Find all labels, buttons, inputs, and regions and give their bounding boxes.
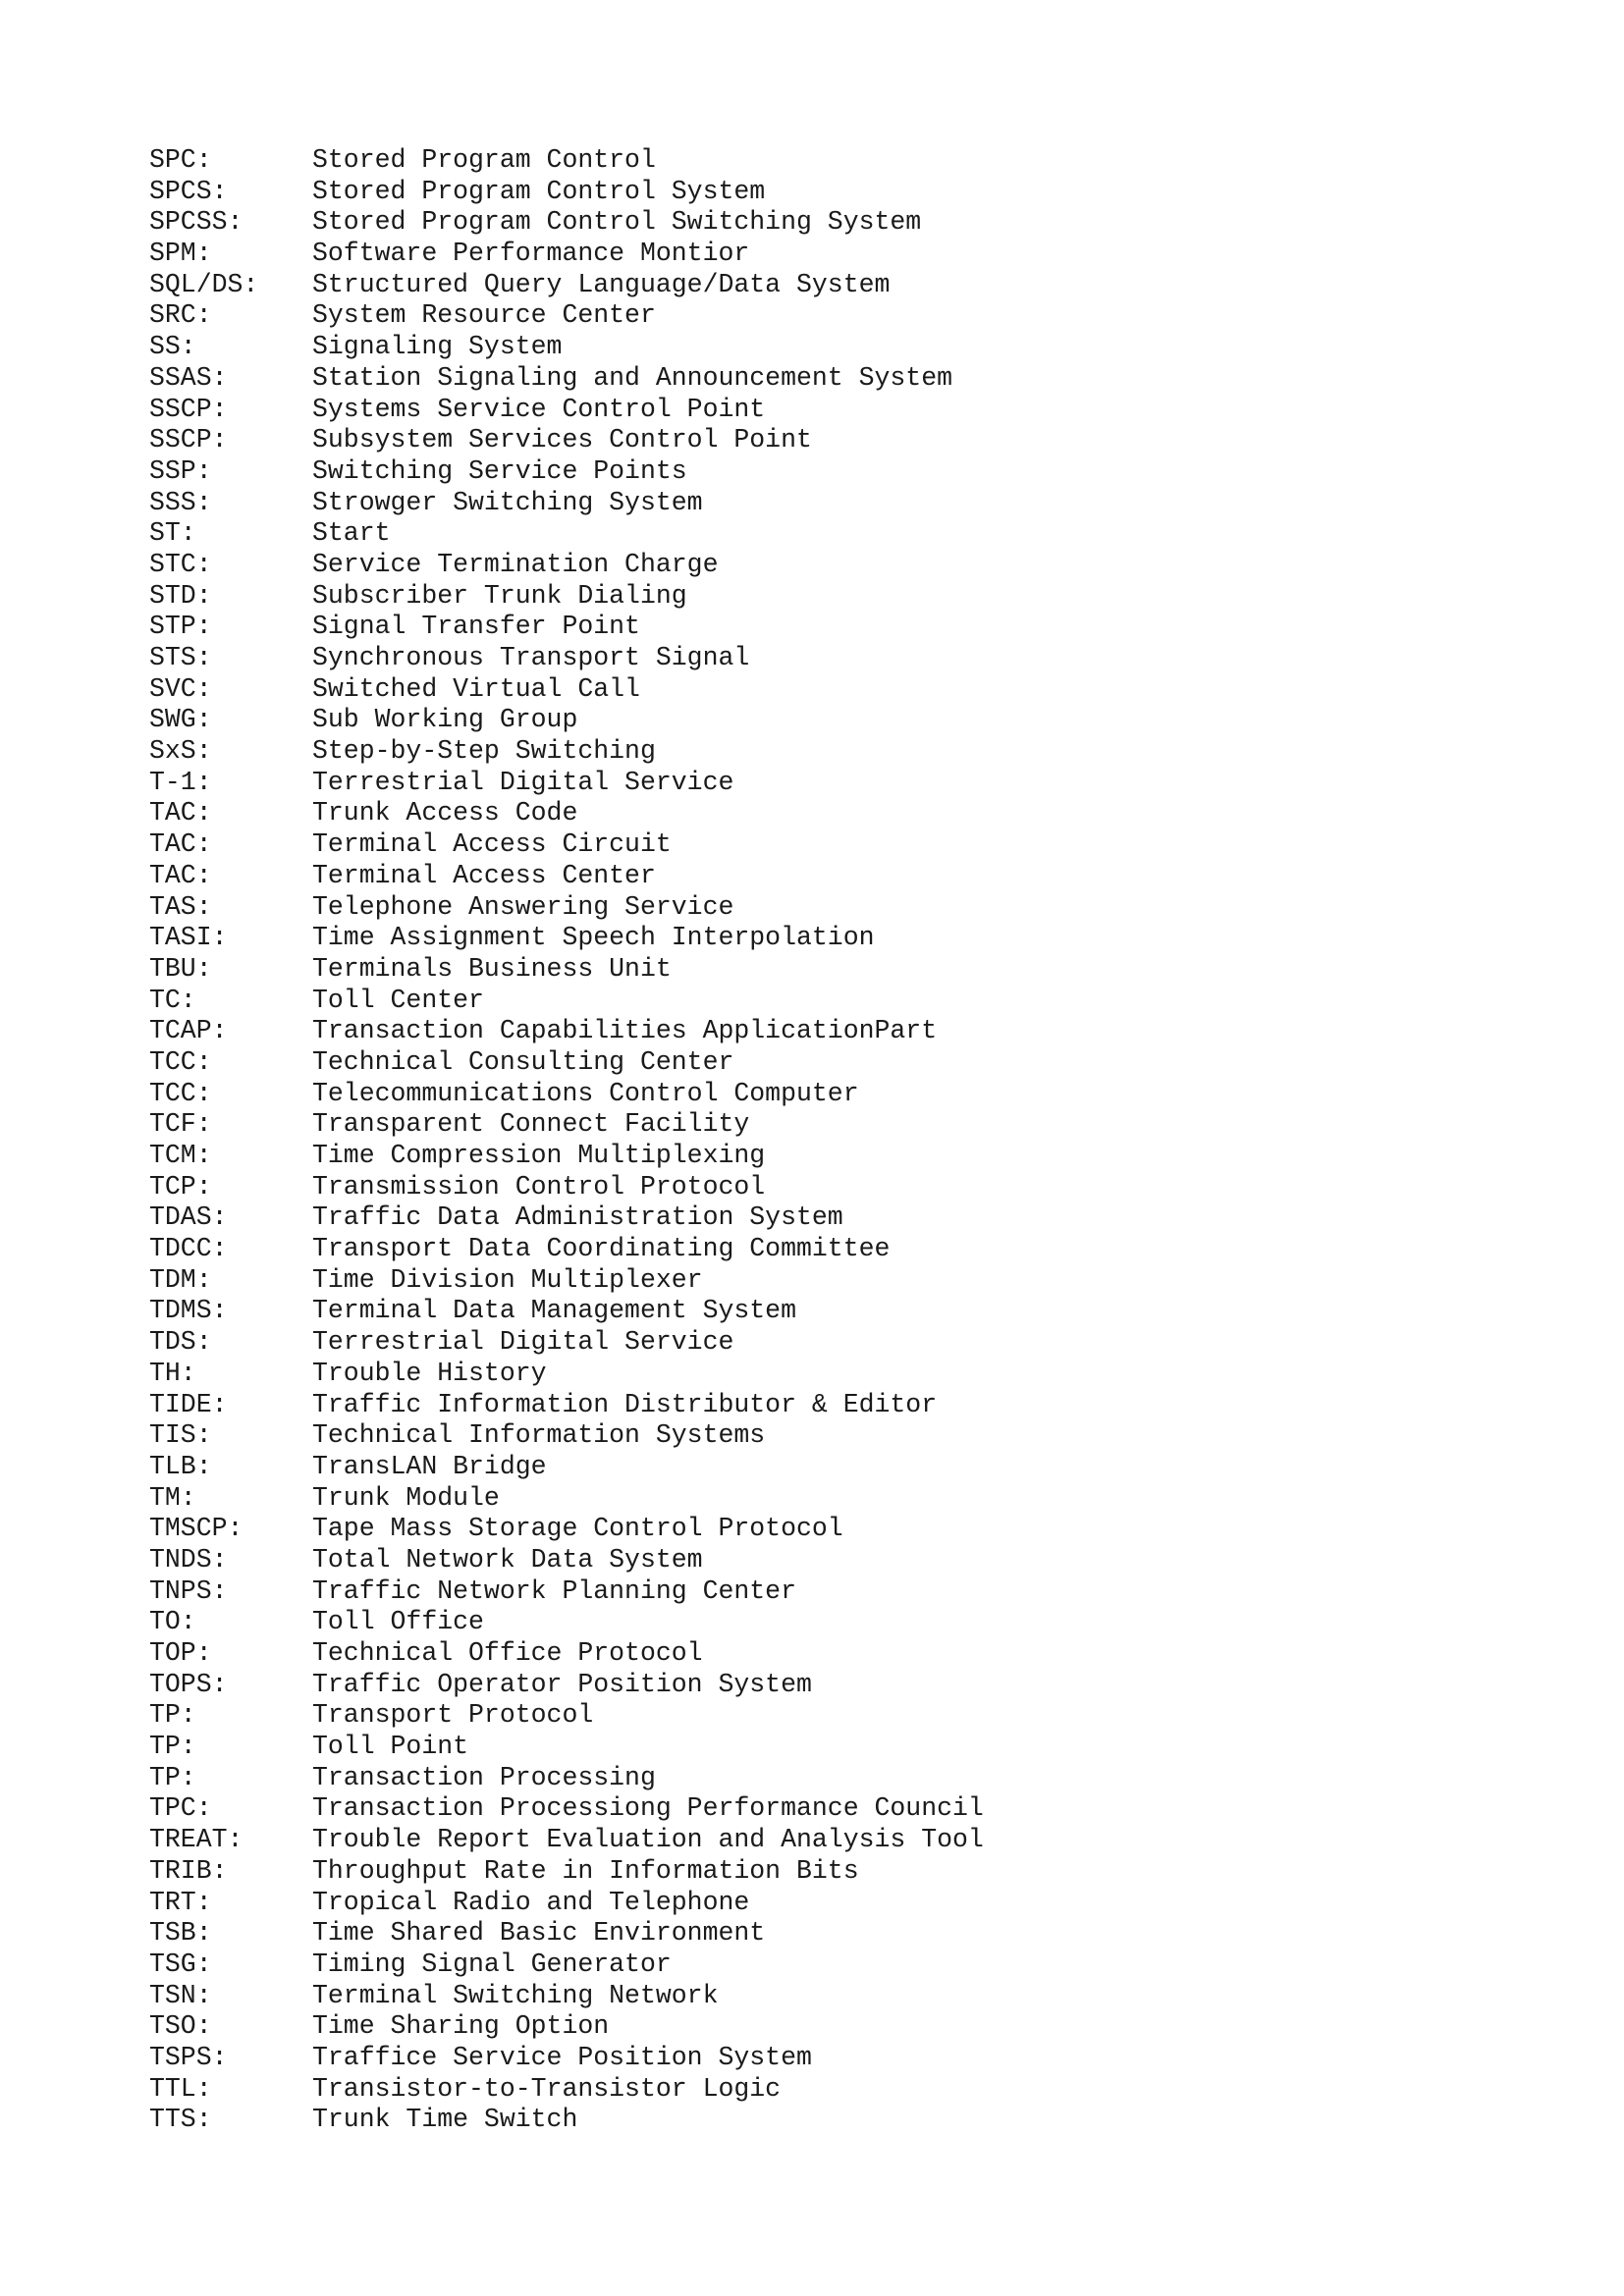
acronym-expansion: Sub Working Group xyxy=(312,705,578,735)
acronym-expansion: Step-by-Step Switching xyxy=(312,736,656,767)
glossary-entry xyxy=(149,1296,984,1327)
glossary-entry xyxy=(149,798,984,829)
acronym: SPCS: xyxy=(149,176,228,206)
acronym: TSG: xyxy=(149,1949,212,1979)
glossary-entry xyxy=(149,923,984,954)
glossary-entry xyxy=(149,829,984,861)
glossary-entry xyxy=(149,892,984,924)
glossary-entry xyxy=(149,1856,984,1888)
glossary-entry xyxy=(149,986,984,1017)
glossary-entry xyxy=(149,332,984,363)
acronym-expansion: Station Signaling and Announcement System xyxy=(312,362,953,393)
acronym: SWG: xyxy=(149,705,212,735)
glossary-entry xyxy=(149,2043,984,2074)
acronym: TSN: xyxy=(149,1980,212,2010)
acronym: TOPS: xyxy=(149,1669,228,1699)
acronym: TLB: xyxy=(149,1451,212,1481)
acronym: SPCSS: xyxy=(149,207,244,238)
acronym-expansion: Terrestrial Digital Service xyxy=(312,767,734,797)
acronym-expansion: Toll Center xyxy=(312,985,484,1015)
acronym-expansion: Trunk Access Code xyxy=(312,798,578,828)
glossary-entry xyxy=(149,1700,984,1732)
acronym: TTL: xyxy=(149,2073,212,2104)
glossary-entry xyxy=(149,1981,984,2012)
acronym-expansion: Switched Virtual Call xyxy=(312,673,640,704)
acronym-expansion: Time Compression Multiplexing xyxy=(312,1141,766,1170)
acronym: TCC: xyxy=(149,1078,212,1108)
acronym: SSCP: xyxy=(149,394,228,424)
acronym: SQL/DS: xyxy=(149,269,259,299)
acronym: T-1: xyxy=(149,767,212,797)
glossary-entry xyxy=(149,1732,984,1763)
acronym: TRIB: xyxy=(149,1855,228,1886)
acronym-expansion: Traffice Service Position System xyxy=(312,2042,812,2072)
acronym: TDMS: xyxy=(149,1296,228,1326)
acronym-expansion: Systems Service Control Point xyxy=(312,394,766,424)
acronym-expansion: Transaction Processiong Performance Council xyxy=(312,1793,984,1824)
acronym: TMSCP: xyxy=(149,1514,244,1544)
acronym-expansion: Trunk Module xyxy=(312,1482,500,1513)
acronym-expansion: Time Sharing Option xyxy=(312,2011,610,2042)
glossary-entry xyxy=(149,363,984,395)
acronym: TTS: xyxy=(149,2105,212,2135)
glossary-entry xyxy=(149,1825,984,1856)
acronym-expansion: Transmission Control Protocol xyxy=(312,1171,766,1201)
acronym: TP: xyxy=(149,1732,196,1762)
acronym: TRT: xyxy=(149,1887,212,1917)
acronym-expansion: Total Network Data System xyxy=(312,1544,703,1575)
acronym-expansion: Subscriber Trunk Dialing xyxy=(312,580,687,611)
acronym-expansion: Time Shared Basic Environment xyxy=(312,1918,766,1949)
acronym-expansion: Toll Point xyxy=(312,1732,469,1762)
acronym-expansion: TransLAN Bridge xyxy=(312,1451,547,1481)
acronym-expansion: Telephone Answering Service xyxy=(312,891,734,922)
acronym-expansion: Signal Transfer Point xyxy=(312,612,640,642)
glossary-entry xyxy=(149,518,984,550)
acronym: TAC: xyxy=(149,829,212,860)
acronym: SSP: xyxy=(149,455,212,486)
acronym: TM: xyxy=(149,1482,196,1513)
glossary-entry xyxy=(149,488,984,519)
acronym: SVC: xyxy=(149,673,212,704)
glossary-entry xyxy=(149,145,984,177)
glossary-entry xyxy=(149,395,984,426)
glossary-entry xyxy=(149,1202,984,1234)
acronym: SPM: xyxy=(149,239,212,269)
acronym-expansion: Time Assignment Speech Interpolation xyxy=(312,923,875,953)
glossary-entry xyxy=(149,425,984,456)
glossary-entry xyxy=(149,1141,984,1172)
glossary-entry xyxy=(149,2011,984,2043)
acronym: SxS: xyxy=(149,736,212,767)
acronym: SS: xyxy=(149,332,196,362)
acronym-expansion: Tropical Radio and Telephone xyxy=(312,1887,750,1917)
acronym: TIS: xyxy=(149,1420,212,1451)
acronym-expansion: Transaction Capabilities ApplicationPart xyxy=(312,1016,938,1046)
glossary-entry xyxy=(149,1047,984,1079)
acronym: STS: xyxy=(149,643,212,672)
acronym-expansion: Technical Office Protocol xyxy=(312,1638,703,1668)
glossary-entry xyxy=(149,1016,984,1047)
glossary-entry xyxy=(149,1172,984,1203)
glossary-entry xyxy=(149,1607,984,1638)
acronym: TIDE: xyxy=(149,1389,228,1419)
acronym: SSS: xyxy=(149,487,212,517)
acronym: SPC: xyxy=(149,145,212,175)
acronym-expansion: Subsystem Services Control Point xyxy=(312,425,812,455)
glossary-entry xyxy=(149,612,984,643)
acronym: SRC: xyxy=(149,300,212,331)
acronym-expansion: Transport Protocol xyxy=(312,1700,594,1731)
acronym: TSB: xyxy=(149,1918,212,1949)
glossary-entry xyxy=(149,270,984,301)
glossary-entry xyxy=(149,207,984,239)
acronym-expansion: Terminals Business Unit xyxy=(312,953,672,984)
glossary-entry xyxy=(149,954,984,986)
glossary-entry xyxy=(149,768,984,799)
acronym-expansion: Trouble History xyxy=(312,1358,547,1388)
acronym: TNPS: xyxy=(149,1575,228,1606)
acronym-expansion: Trouble Report Evaluation and Analysis Tool xyxy=(312,1825,984,1855)
glossary-entry xyxy=(149,1234,984,1265)
glossary-entry xyxy=(149,1483,984,1515)
acronym-expansion: Switching Service Points xyxy=(312,455,687,486)
acronym-expansion: Terminal Data Management System xyxy=(312,1296,796,1326)
acronym: SSCP: xyxy=(149,425,228,455)
glossary-entry xyxy=(149,239,984,270)
acronym: TBU: xyxy=(149,953,212,984)
acronym-glossary xyxy=(149,145,984,2136)
acronym: TO: xyxy=(149,1607,196,1637)
acronym: TDM: xyxy=(149,1264,212,1295)
acronym: TAC: xyxy=(149,860,212,890)
acronym-expansion: Tape Mass Storage Control Protocol xyxy=(312,1514,843,1544)
acronym-expansion: Terminal Access Center xyxy=(312,860,656,890)
acronym-expansion: Strowger Switching System xyxy=(312,487,703,517)
acronym-expansion: Terminal Access Circuit xyxy=(312,829,672,860)
acronym: STD: xyxy=(149,580,212,611)
acronym: TCM: xyxy=(149,1141,212,1170)
acronym: TCC: xyxy=(149,1046,212,1077)
acronym-expansion: Transparent Connect Facility xyxy=(312,1109,750,1140)
acronym: TCAP: xyxy=(149,1016,228,1046)
acronym: TDCC: xyxy=(149,1234,228,1264)
glossary-entry xyxy=(149,2105,984,2136)
acronym-expansion: Synchronous Transport Signal xyxy=(312,643,750,672)
acronym-expansion: Stored Program Control Switching System xyxy=(312,207,922,238)
acronym-expansion: Service Termination Charge xyxy=(312,549,719,579)
glossary-entry xyxy=(149,1670,984,1701)
acronym-expansion: Terminal Switching Network xyxy=(312,1980,719,2010)
acronym: ST: xyxy=(149,518,196,549)
glossary-entry xyxy=(149,1918,984,1949)
glossary-entry xyxy=(149,1888,984,1919)
acronym: TSO: xyxy=(149,2011,212,2042)
glossary-entry xyxy=(149,1576,984,1608)
glossary-entry xyxy=(149,1265,984,1297)
glossary-entry xyxy=(149,643,984,674)
glossary-entry xyxy=(149,736,984,768)
acronym-expansion: Transport Data Coordinating Committee xyxy=(312,1234,891,1264)
acronym-expansion: Stored Program Control xyxy=(312,145,656,175)
glossary-entry xyxy=(149,300,984,332)
acronym-expansion: Software Performance Montior xyxy=(312,239,750,269)
acronym: TOP: xyxy=(149,1638,212,1668)
acronym: TCF: xyxy=(149,1109,212,1140)
glossary-entry xyxy=(149,1359,984,1390)
acronym: TAC: xyxy=(149,798,212,828)
glossary-entry xyxy=(149,456,984,488)
glossary-entry xyxy=(149,1763,984,1794)
acronym: TH: xyxy=(149,1358,196,1388)
acronym-expansion: Traffic Network Planning Center xyxy=(312,1575,796,1606)
acronym-expansion: Technical Information Systems xyxy=(312,1420,766,1451)
glossary-entry xyxy=(149,1390,984,1421)
acronym: SSAS: xyxy=(149,362,228,393)
acronym: TAS: xyxy=(149,891,212,922)
acronym-expansion: Telecommunications Control Computer xyxy=(312,1078,859,1108)
glossary-entry xyxy=(149,1327,984,1359)
acronym: TP: xyxy=(149,1700,196,1731)
acronym-expansion: Transistor-to-Transistor Logic xyxy=(312,2073,782,2104)
glossary-entry xyxy=(149,1638,984,1670)
acronym-expansion: Transaction Processing xyxy=(312,1762,656,1792)
acronym: STC: xyxy=(149,549,212,579)
glossary-entry xyxy=(149,1109,984,1141)
acronym: TPC: xyxy=(149,1793,212,1824)
glossary-entry xyxy=(149,1420,984,1452)
acronym: TDS: xyxy=(149,1327,212,1358)
acronym-expansion: Traffic Information Distributor & Editor xyxy=(312,1389,938,1419)
glossary-entry xyxy=(149,674,984,706)
glossary-entry xyxy=(149,1452,984,1483)
glossary-entry xyxy=(149,1793,984,1825)
glossary-entry xyxy=(149,2074,984,2106)
glossary-entry xyxy=(149,1079,984,1110)
acronym: TDAS: xyxy=(149,1202,228,1233)
glossary-entry xyxy=(149,550,984,581)
acronym-expansion: Timing Signal Generator xyxy=(312,1949,672,1979)
glossary-entry xyxy=(149,1545,984,1576)
acronym: TNDS: xyxy=(149,1544,228,1575)
acronym: STP: xyxy=(149,612,212,642)
acronym-expansion: Technical Consulting Center xyxy=(312,1046,734,1077)
acronym: TCP: xyxy=(149,1171,212,1201)
acronym-expansion: Terrestrial Digital Service xyxy=(312,1327,734,1358)
acronym-expansion: System Resource Center xyxy=(312,300,656,331)
acronym-expansion: Toll Office xyxy=(312,1607,484,1637)
acronym-expansion: Stored Program Control System xyxy=(312,176,766,206)
acronym-expansion: Signaling System xyxy=(312,332,563,362)
glossary-entry xyxy=(149,705,984,736)
acronym-expansion: Structured Query Language/Data System xyxy=(312,269,891,299)
acronym: TASI: xyxy=(149,923,228,953)
acronym: TREAT: xyxy=(149,1825,244,1855)
glossary-entry xyxy=(149,1514,984,1545)
acronym: TP: xyxy=(149,1762,196,1792)
glossary-entry xyxy=(149,861,984,892)
acronym-expansion: Traffic Operator Position System xyxy=(312,1669,812,1699)
acronym-expansion: Throughput Rate in Information Bits xyxy=(312,1855,859,1886)
acronym-expansion: Start xyxy=(312,518,391,549)
acronym: TC: xyxy=(149,985,196,1015)
acronym-expansion: Time Division Multiplexer xyxy=(312,1264,703,1295)
acronym-expansion: Trunk Time Switch xyxy=(312,2105,578,2135)
glossary-entry xyxy=(149,177,984,208)
acronym-expansion: Traffic Data Administration System xyxy=(312,1202,843,1233)
acronym: TSPS: xyxy=(149,2042,228,2072)
glossary-entry xyxy=(149,1949,984,1981)
glossary-entry xyxy=(149,581,984,613)
